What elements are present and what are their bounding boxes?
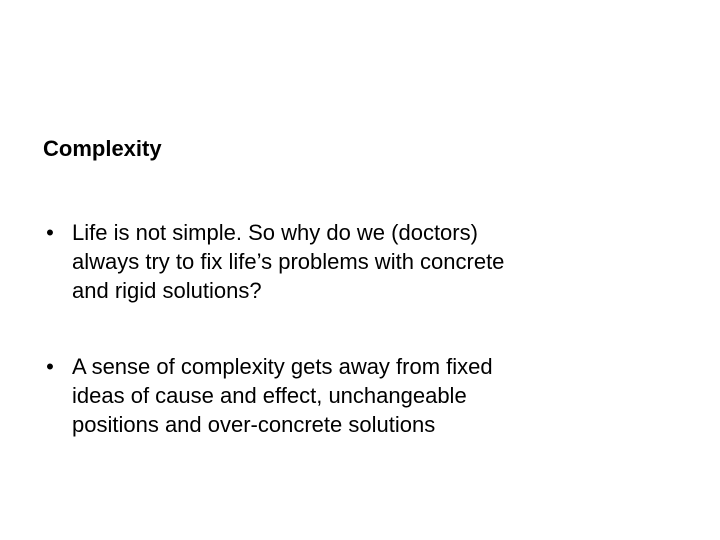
bullet-line: always try to fix life’s problems with concrete: [72, 249, 505, 274]
bullet-dot-icon: •: [46, 220, 54, 245]
bullet-list: [40, 218, 680, 486]
bullet-line: and rigid solutions?: [72, 278, 262, 303]
bullet-line: A sense of complexity gets away from fixed: [72, 354, 493, 379]
slide-title: Complexity: [43, 136, 162, 161]
bullet-line: ideas of cause and effect, unchangeable: [72, 383, 467, 408]
bullet-item-complexity-sense: [40, 352, 680, 439]
bullet-dot-icon: •: [46, 354, 54, 379]
bullet-item-simplicity: [40, 218, 680, 305]
bullet-line: Life is not simple. So why do we (doctors): [72, 220, 478, 245]
bullet-line: positions and over-concrete solutions: [72, 412, 436, 437]
